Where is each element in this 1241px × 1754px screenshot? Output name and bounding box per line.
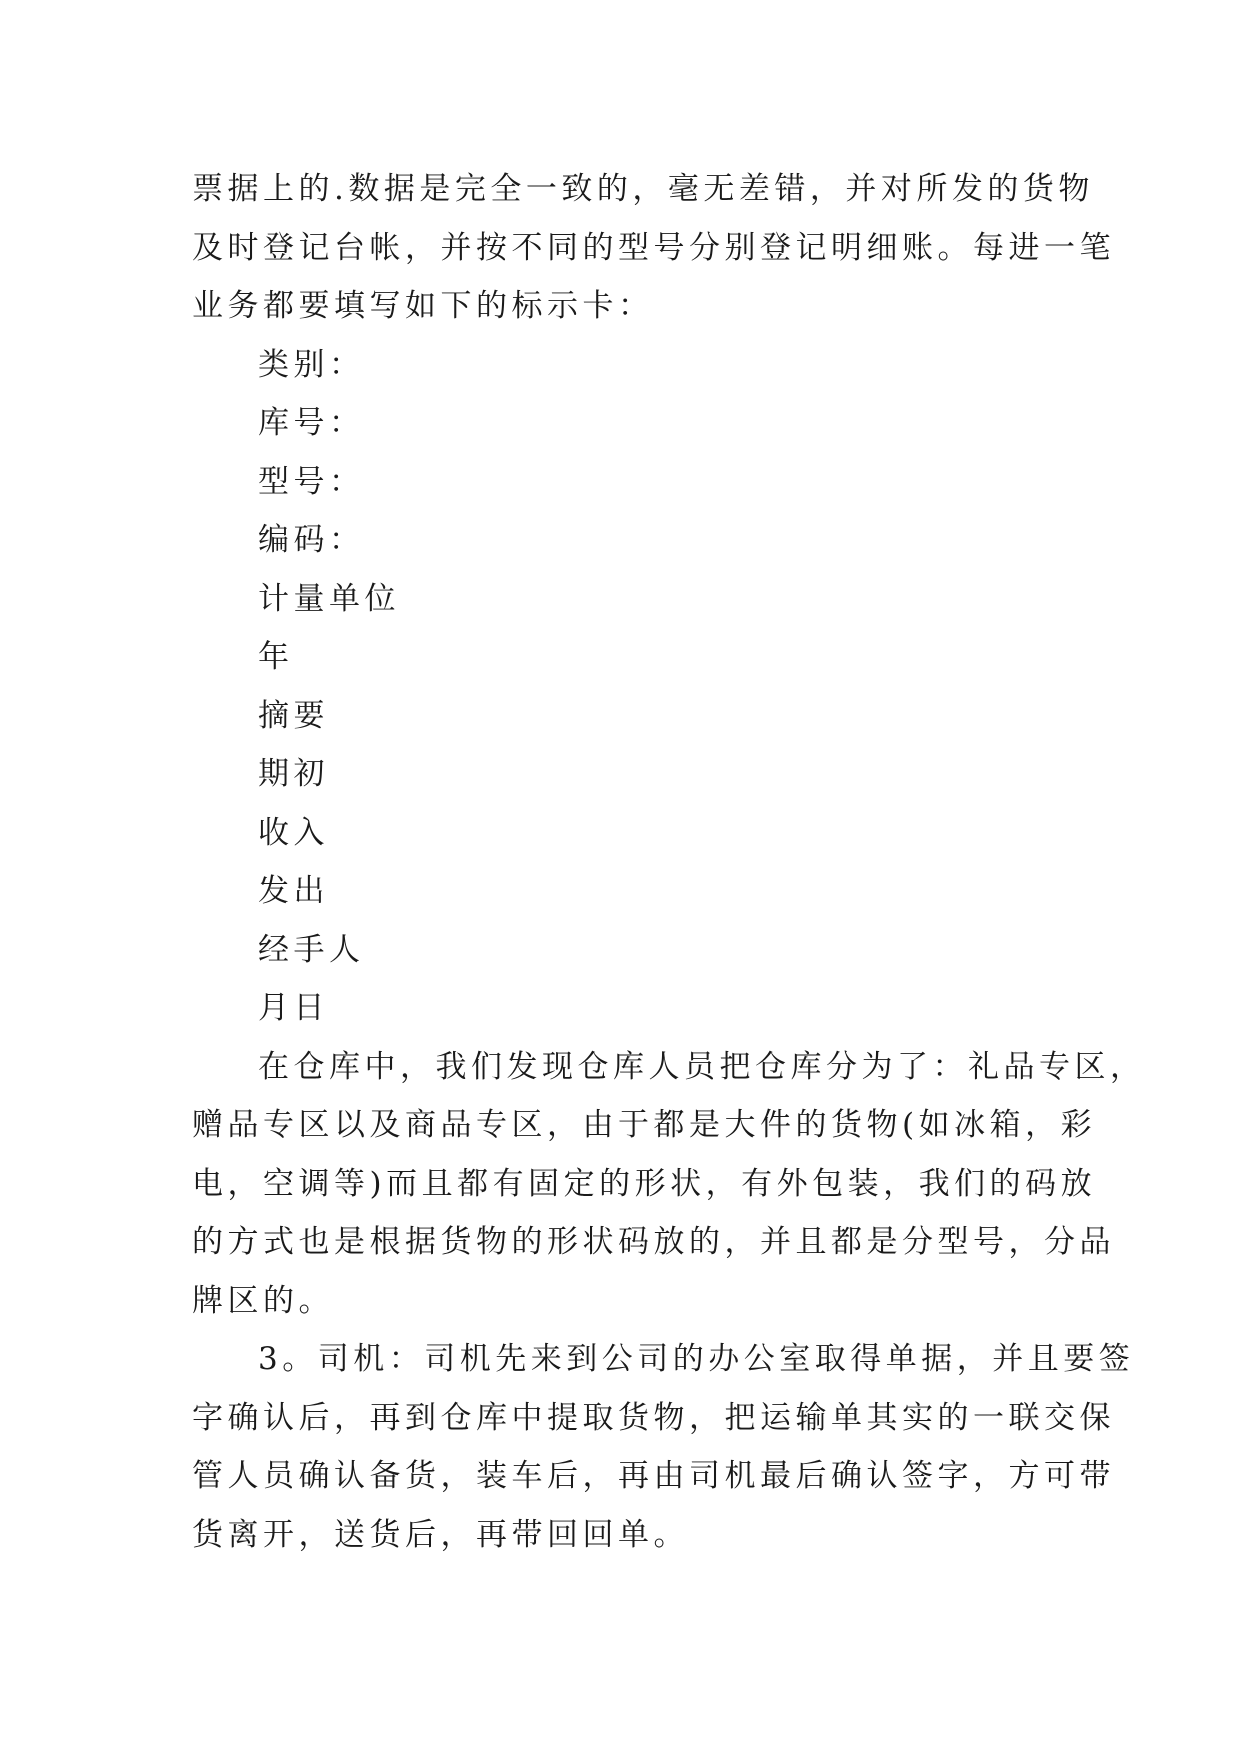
paragraph-driver-process: [192, 1330, 1135, 1564]
paragraph-line: 货离开，送货后，再带回回单。: [192, 1516, 689, 1553]
paragraph-line: 3。司机：司机先来到公司的办公室取得单据，并且要签: [258, 1341, 1135, 1377]
paragraph-line: 票据上的.数据是完全一致的，毫无差错，并对所发的货物: [192, 171, 1094, 207]
paragraph-line: 业务都要填写如下的标示卡：: [192, 288, 654, 324]
field-unit: 计量单位: [258, 580, 400, 617]
field-code: 编码：: [258, 522, 365, 558]
field-month-day: 月日: [258, 990, 329, 1026]
paragraph-line: 赠品专区以及商品专区，由于都是大件的货物(如冰箱，彩: [192, 1107, 1097, 1143]
field-handler: 经手人: [258, 931, 365, 968]
label-card-fields: [192, 336, 1052, 1038]
paragraph-warehouse-zones: [192, 1038, 1146, 1331]
field-income: 收入: [258, 814, 329, 851]
paragraph-line: 电，空调等)而且都有固定的形状，有外包装，我们的码放: [192, 1165, 1097, 1202]
paragraph-line: 牌区的。: [192, 1282, 334, 1319]
field-model: 型号：: [258, 463, 365, 500]
paragraph-line: 的方式也是根据货物的形状码放的，并且都是分型号，分品: [192, 1224, 1115, 1260]
field-category: 类别：: [258, 346, 365, 383]
paragraph-line: 在仓库中，我们发现仓库人员把仓库分为了：礼品专区，: [258, 1048, 1146, 1085]
field-warehouse-number: 库号：: [258, 405, 365, 441]
field-outgoing: 发出: [258, 873, 329, 909]
paragraph-line: 管人员确认备货，装车后，再由司机最后确认签字，方可带: [192, 1458, 1115, 1494]
document-page: [192, 160, 1146, 1564]
field-year: 年: [258, 639, 294, 675]
field-summary: 摘要: [258, 697, 329, 734]
paragraph-receipt-records: [192, 160, 1115, 336]
paragraph-line: 及时登记台帐，并按不同的型号分别登记明细账。每进一笔: [192, 229, 1115, 266]
field-opening: 期初: [258, 756, 329, 792]
paragraph-line: 字确认后，再到仓库中提取货物，把运输单其实的一联交保: [192, 1399, 1115, 1436]
